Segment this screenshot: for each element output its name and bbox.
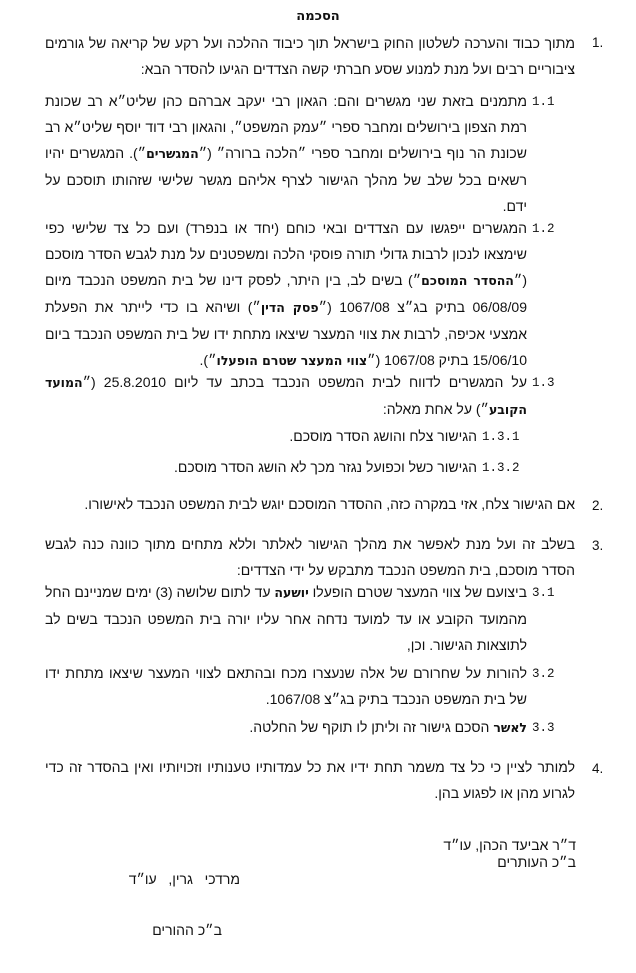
signatory-role: ב״כ ההורים xyxy=(152,922,222,938)
subsection-number: 3.1 xyxy=(532,586,555,600)
subsection-1-2-text: המגשרים ייפגשו עם הצדדים ובאי כוחם (יחד או בנפרד) ועם כל צד שלישי כפי שימצאו לנכון לרבות גדולי תורה פוסקי הלכה ומשפטנים על מנת לגבש הסדר מוסכם (״ההסדר המוסכם״) בשים לב, בין היתר, לפסק דינו של בית המשפט הנכבד מיום 06/08/09 בתיק בג״צ 1067/08 (״פסק הדין״) ושיהא בו כדי לייתר את הפעלת אמצעי אכיפה, לרבות את צווי המעצר שיצאו מתחת ידו של בית המשפט הנכבד ביום 15/06/10 בתיק 1067/08 (״צווי המעצר שטרם הופעלו״). xyxy=(45,220,527,368)
subsection-number: 1.1 xyxy=(532,95,555,109)
signatory-role: ב״כ העותרים xyxy=(497,854,576,870)
item-1-3-2-text: הגישור כשל וכפועל נגזר מכך לא הושג הסדר מוסכם. xyxy=(173,459,477,475)
signatory-name: מרדכי גרין, עו״ד xyxy=(128,871,240,887)
defined-term: פסק הדין xyxy=(260,300,319,315)
signature-block-parents xyxy=(60,837,240,973)
subsection-3-1-text: ביצועם של צווי המעצר שטרם הופעלו יושעה עד לתום שלושה (3) ימים שמניינם החל מהמועד הקובע או עד למועד נדחה אחר עליו יורה בית המשפט הנכבד בשים לב לתוצאות הגישור. וכן, xyxy=(45,584,527,653)
item-number: 1.3.2 xyxy=(482,461,520,475)
subsection-number: 3.2 xyxy=(532,667,555,681)
subsection-1-1-text: מתמנים בזאת שני מגשרים והם: הגאון רבי יעקב אברהם כהן שליט״א רב שכונת רמת הצפון בירושלים ומחבר ספרי ״עמק המשפט״, והגאון רבי דוד יוסף שליט״א רב שכונת הר נוף בירושלים ומחבר ספרי ״הלכה ברורה״ (״המגשרים״). המגשרים יהיו רשאים בכל שלב של מהלך הגישור לצרף אליהם מגשר שלישי שזהותו תוסכם על ידם. xyxy=(45,93,527,214)
defined-term: המועד הקובע xyxy=(45,375,527,417)
section-number: 2. xyxy=(592,498,604,513)
item-1-3-1-text: הגישור צלח והושג הסדר מוסכם. xyxy=(289,428,477,444)
subsection-3-3-text: לאשר הסכם גישור זה וליתן לו תוקף של החלטה. xyxy=(249,719,527,735)
defined-term: צווי המעצר שטרם הופעלו xyxy=(216,353,368,368)
emphasis-term: לאשר xyxy=(493,720,527,735)
signature-block-petitioners xyxy=(400,837,576,871)
section-number: 1. xyxy=(592,35,604,50)
section-4-text: למותר לציין כי כל צד משמר תחת ידיו את כל עמדותיו טענותיו וזכויותיו ואין בהסדר זה כדי לגרוע מהן או לפגוע בהן. xyxy=(45,759,575,801)
section-2-text: אם הגישור צלח, אזי במקרה כזה, ההסדר המוסכם יוגש לבית המשפט הנכבד לאישורו. xyxy=(84,496,575,512)
subsection-3-2-text: להורות על שחרורם של אלה שנעצרו מכח ובהתאם לצווי המעצר שיצאו מתחת ידו של בית המשפט הנכבד בתיק בג״צ 1067/08. xyxy=(45,665,527,707)
subsection-number: 1.3 xyxy=(532,376,555,390)
defined-term: ההסדר המוסכם xyxy=(421,273,514,288)
section-3-text: בשלב זה ועל מנת לאפשר את מהלך הגישור לאלתר וללא מתחים מתוך כוונה כנה לגבש הסדר מוסכם, בית המשפט הנכבד מתבקש על ידי הצדדים: xyxy=(45,536,575,578)
section-number: 4. xyxy=(592,761,604,776)
subsection-number: 1.2 xyxy=(532,222,555,236)
subsection-number: 3.3 xyxy=(532,721,555,735)
emphasis-term: יושעה xyxy=(274,585,309,600)
section-number: 3. xyxy=(592,538,604,553)
section-1-text: מתוך כבוד והערכה לשלטון החוק בישראל תוך כיבוד ההלכה ועל רקע של קריאה של גורמים ציבוריים רבים ועל מנת למנוע שסע חברתי קשה הצדדים הגיעו להסדר הבא: xyxy=(45,35,575,77)
item-number: 1.3.1 xyxy=(482,430,520,444)
signatory-name: ד״ר אביעד הכהן, עו״ד xyxy=(443,837,576,853)
defined-term: המגשרים xyxy=(146,146,199,161)
document-title: הסכמה xyxy=(296,9,340,24)
subsection-1-3-text: על המגשרים לדווח לבית המשפט הנכבד בכתב עד ליום 25.8.2010 (״המועד הקובע״) על אחת מאלה: xyxy=(45,374,527,417)
